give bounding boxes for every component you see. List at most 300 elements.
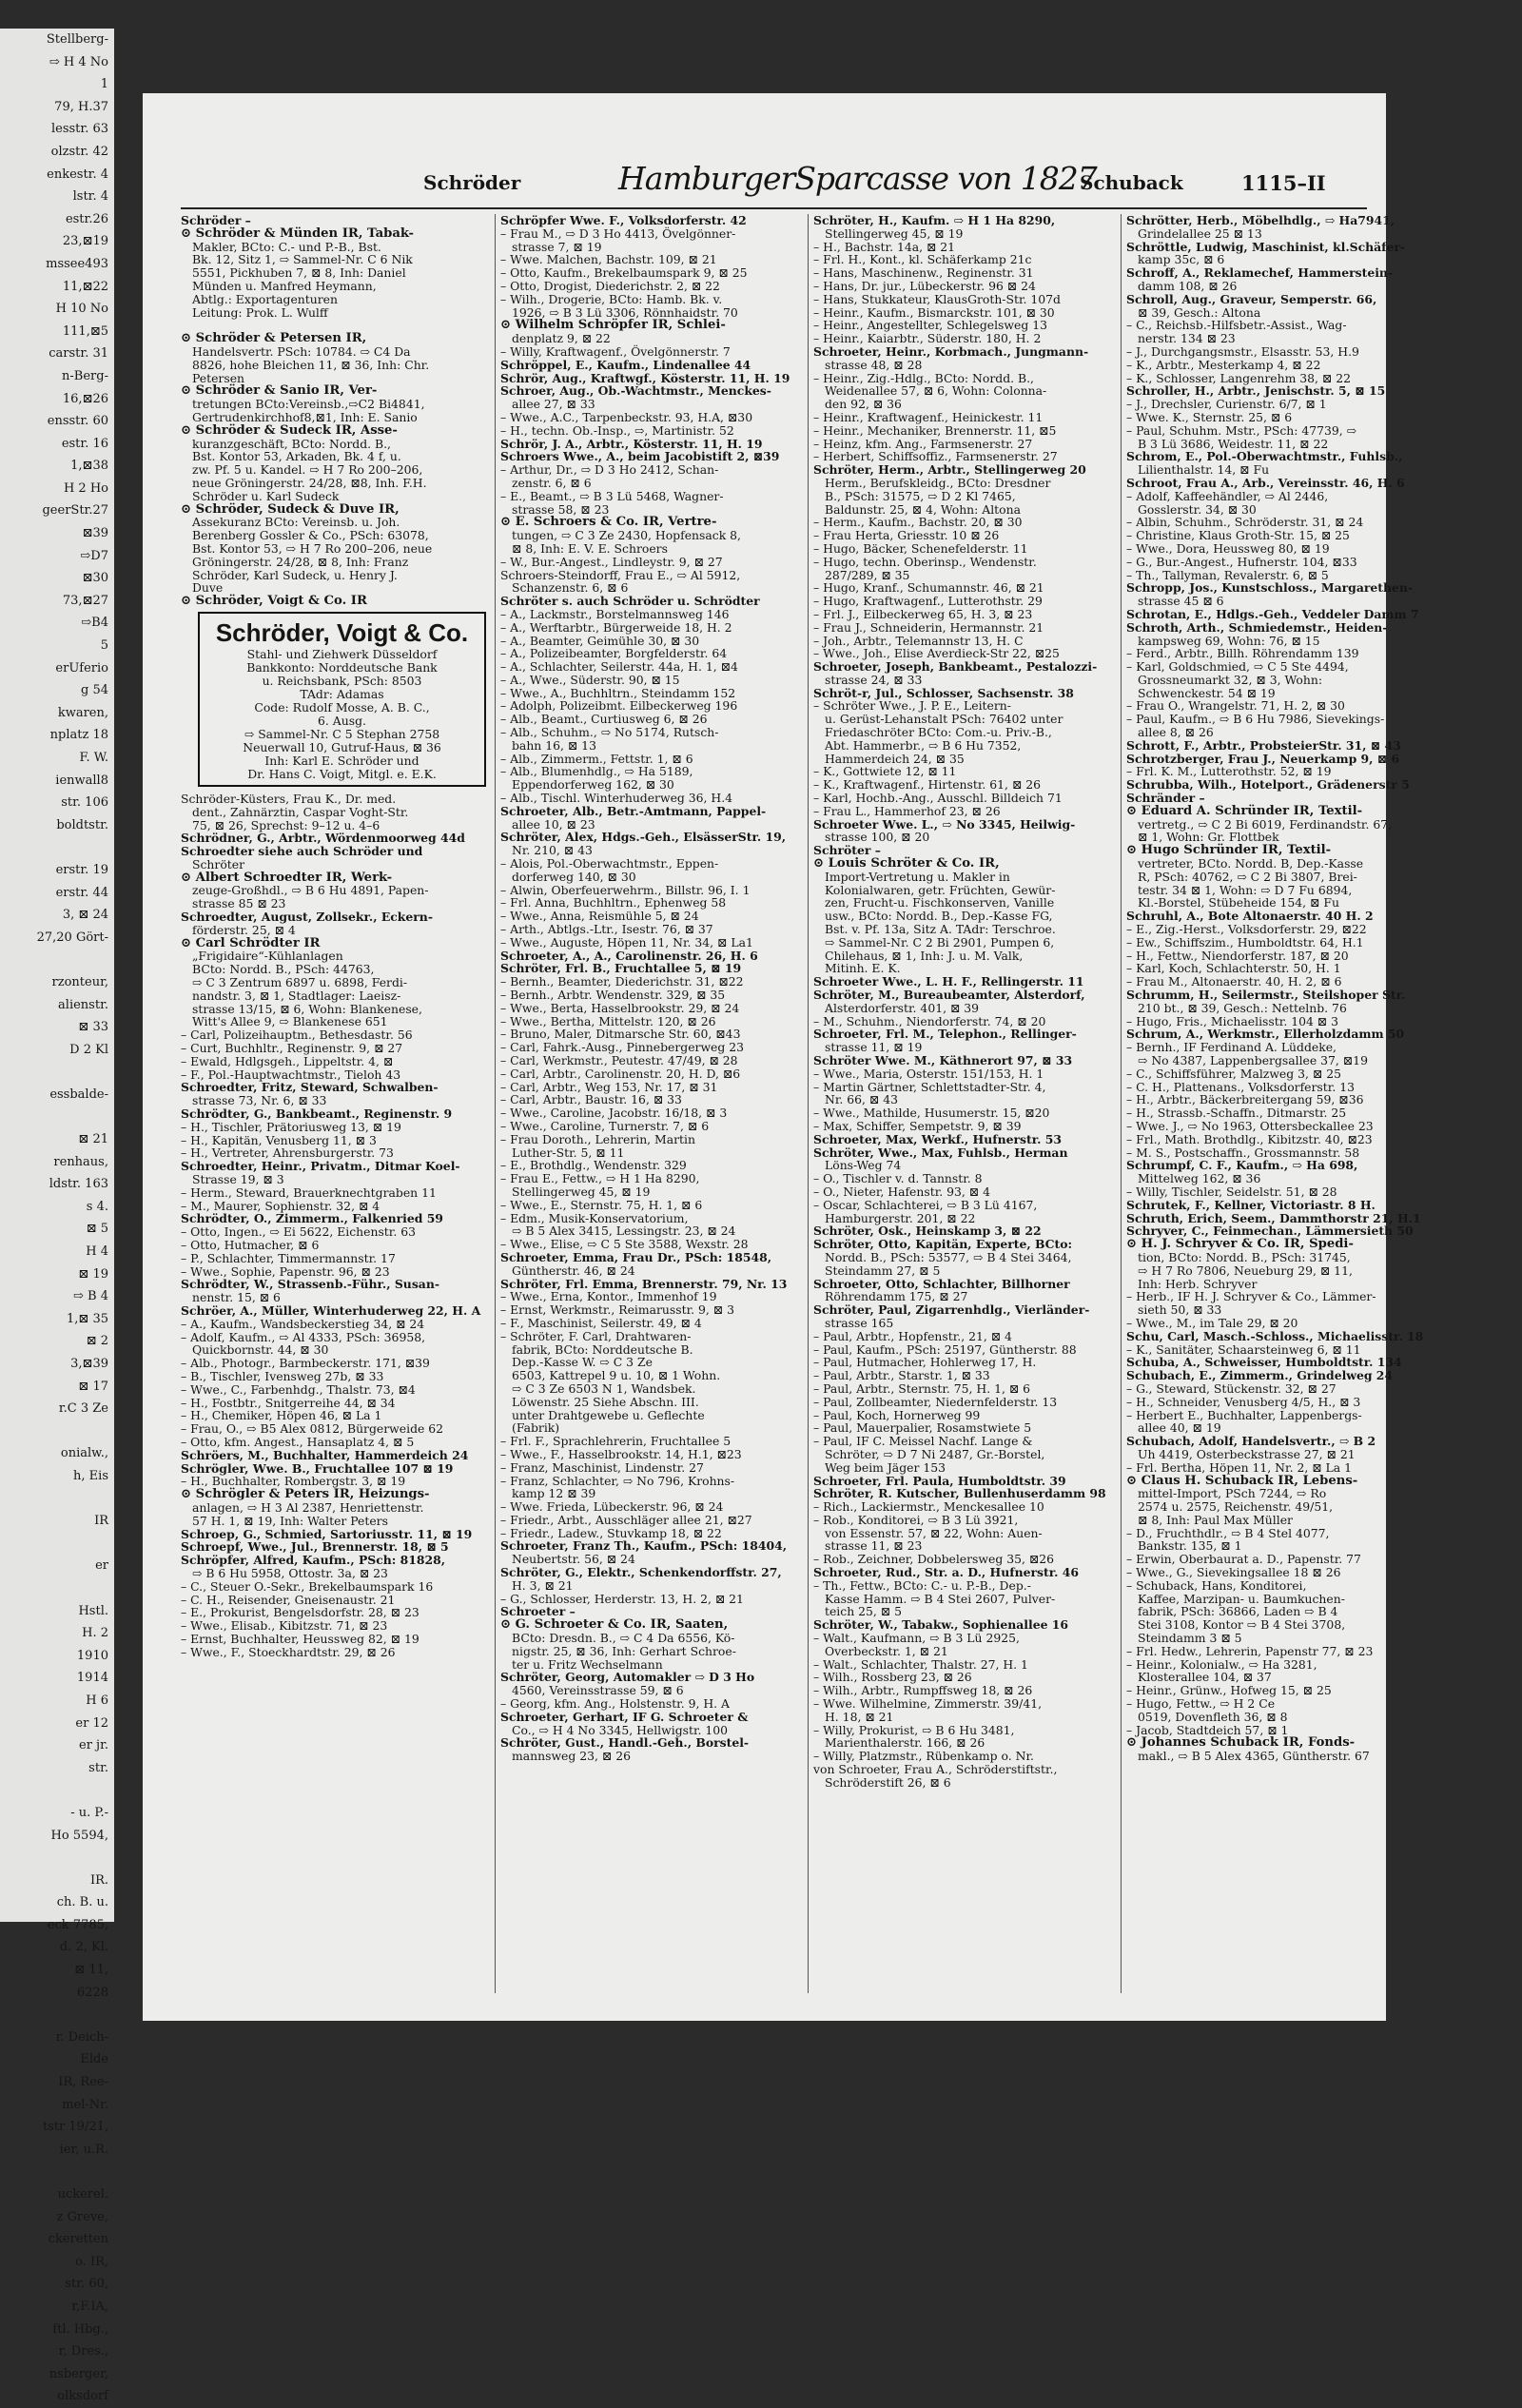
previous-page-fragment: nsberger, <box>49 2366 108 2381</box>
directory-entry-line: – Frau L., Hammerhof 23, ⊠ 26 <box>813 803 1001 818</box>
directory-entry-line: Schröter – <box>813 843 881 858</box>
directory-entry-line: – Carl, Arbtr., Baustr. 16, ⊠ 33 <box>500 1092 682 1107</box>
previous-page-fragment: kwaren, <box>57 705 108 720</box>
directory-entry-line: Schröttle, Ludwig, Maschinist, kl.Schäfer- <box>1126 239 1406 254</box>
directory-entry-line: Kasse Hamm. ⇨ B 4 Stei 2607, Pulver- <box>825 1591 1056 1606</box>
directory-entry-line: tretungen BCto:Vereinsb.,⇨C2 Bi4841, <box>192 397 425 412</box>
directory-entry-line: Klosterallee 104, ⊠ 37 <box>1138 1670 1272 1685</box>
directory-entry-line: Steindamm 3 ⊠ 5 <box>1138 1631 1242 1646</box>
directory-entry-line: Baldunstr. 25, ⊠ 4, Wohn: Altona <box>825 501 1021 517</box>
directory-entry-line: – Wwe. Malchen, Bachstr. 109, ⊠ 21 <box>500 252 717 267</box>
advertisement-line: Stahl- und Ziehwerk Düsseldorf <box>246 646 438 661</box>
directory-entry-line: ter u. Fritz Wechselmann <box>512 1656 663 1672</box>
directory-entry-line: H. 18, ⊠ 21 <box>825 1709 894 1724</box>
directory-entry-line: unter Drahtgewebe u. Geflechte <box>512 1407 705 1422</box>
directory-entry-line: neue Gröningerstr. 24/28, ⊠8, Inh. F.H. <box>192 475 427 490</box>
previous-page-fragment: lstr. 4 <box>72 189 108 205</box>
directory-entry-line: – A., Wwe., Süderstr. 90, ⊠ 15 <box>500 672 680 687</box>
previous-page-fragment: estr. 16 <box>61 436 108 451</box>
directory-entry-line: – Frl. Hedw., Lehrerin, Papenstr 77, ⊠ 23 <box>1126 1643 1374 1658</box>
directory-entry-line: – Wwe., Elise, ⇨ C 5 Ste 3588, Wexstr. 28 <box>500 1237 749 1252</box>
directory-entry-line: Schröter, Frl. B., Fruchtallee 5, ⊠ 19 <box>500 961 742 976</box>
directory-entry-line: mannsweg 23, ⊠ 26 <box>512 1749 631 1764</box>
directory-entry-line: – Paul, Arbtr., Sternstr. 75, H. 1, ⊠ 6 <box>813 1380 1031 1396</box>
directory-entry-line: – Heinr., Kaufm., Bismarckstr. 101, ⊠ 30 <box>813 304 1055 320</box>
directory-entry-line: Schröter, M., Bureaubeamter, Alsterdorf, <box>813 988 1085 1003</box>
previous-page-fragment: Stellberg- <box>46 32 108 47</box>
directory-entry-line: Schrötter, Herb., Möbelhdlg., ⇨ Ha7941, <box>1126 213 1395 227</box>
directory-entry-line: – Heinr., Zig.-Hdlg., BCto: Nordd. B., <box>813 370 1034 385</box>
directory-entry-line: Schroeter, Frl. Paula, Humboldtstr. 39 <box>813 1473 1066 1488</box>
directory-entry-line: strasse 11, ⊠ 23 <box>825 1538 923 1554</box>
directory-entry-line: – Wwe., Berta, Hasselbrookstr. 29, ⊠ 24 <box>500 1000 740 1015</box>
directory-entry-line: Schröter, ⇨ D 7 Ni 2487, Gr.-Borstel, <box>825 1446 1045 1461</box>
directory-entry-line: – Wwe., Anna, Reismühle 5, ⊠ 24 <box>500 909 699 924</box>
column-4 <box>1126 213 1424 2003</box>
previous-page-fragment: s 4. <box>86 1199 108 1214</box>
directory-entry-line: – H., techn. Ob.-Insp., ⇨, Martinistr. 52 <box>500 422 734 438</box>
directory-entry-line: ⇨ B 5 Alex 3415, Lessingstr. 23, ⊠ 24 <box>512 1224 736 1239</box>
directory-entry-line: strasse 85 ⊠ 23 <box>192 896 286 911</box>
directory-entry-line: Schröers, M., Buchhalter, Hammerdeich 24 <box>181 1447 469 1462</box>
directory-entry-line: Schröer, A., Müller, Winterhuderweg 22, H. A <box>181 1302 481 1318</box>
previous-page-fragment: ⇨ H 4 No <box>49 54 108 69</box>
directory-entry-line: Handelsvertr. PSch: 10784. ⇨ C4 Da <box>192 343 411 359</box>
directory-entry-line: ⊙ Louis Schröter & Co. IR, <box>813 856 1000 871</box>
previous-page-fragment: uckerel. <box>57 2187 108 2202</box>
directory-entry-line: ⊙ Wilhelm Schröpfer IR, Schlei- <box>500 318 726 333</box>
column-3 <box>813 214 1116 2003</box>
directory-entry-line: – Rob., Konditorei, ⇨ B 3 Lü 3921, <box>813 1512 1019 1527</box>
directory-entry-line: Schruth, Erich, Seem., Dammthorstr 21, H.1 <box>1126 1210 1421 1225</box>
directory-entry-line: – Wwe., A., Buchhltrn., Steindamm 152 <box>500 685 736 700</box>
directory-entry-line: – Albin, Schuhm., Schröderstr. 31, ⊠ 24 <box>1126 515 1364 530</box>
advertisement-line: 6. Ausg. <box>318 713 366 728</box>
previous-page-fragment: ⊠ 11, <box>74 1963 108 1978</box>
directory-entry-line: strasse 73, Nr. 6, ⊠ 33 <box>192 1093 327 1108</box>
column-2 <box>500 214 803 2003</box>
previous-page-fragment: 27,20 Gört- <box>36 930 108 945</box>
directory-entry-line: – Wwe., Sophie, Papenstr. 96, ⊠ 23 <box>181 1263 390 1279</box>
directory-entry-line: nandstr. 3, ⊠ 1, Stadtlager: Laeisz- <box>192 988 401 1003</box>
previous-page-fragment: 6228 <box>76 1985 108 2000</box>
directory-entry-line: – Heinr., Kaiarbtr., Süderstr. 180, H. 2 <box>813 331 1042 346</box>
directory-entry-line: – Ewald, Hdlgsgeh., Lippeltstr. 4, ⊠ <box>181 1053 394 1068</box>
previous-page-fragment: geerStr.27 <box>42 503 108 519</box>
previous-page-fragment: H 10 No <box>55 302 108 317</box>
directory-entry-line: – Frl. H., Kont., kl. Schäferkamp 21c <box>813 252 1032 267</box>
previous-page-fragment: d. 2, Kl. <box>59 1940 108 1955</box>
directory-entry-line: Schroeter, Max, Werkf., Hufnerstr. 53 <box>813 1131 1062 1146</box>
directory-entry-line: – Wwe., Maria, Osterstr. 151/153, H. 1 <box>813 1066 1044 1081</box>
directory-entry-line: ⊙ Hugo Schründer IR, Textil- <box>1126 843 1332 858</box>
directory-entry-line: Schanzenstr. 6, ⊠ 6 <box>512 580 629 596</box>
previous-page-fragment: ⊠ 17 <box>78 1379 108 1394</box>
directory-entry-line: – K., Gottwiete 12, ⊠ 11 <box>813 764 957 779</box>
directory-entry-line: – Georg, kfm. Ang., Holstenstr. 9, H. A <box>500 1696 730 1712</box>
previous-page-fragment: 16,⊠26 <box>62 391 108 406</box>
directory-entry-line: B., PSch: 31575, ⇨ D 2 Kl 7465, <box>825 488 1016 503</box>
directory-entry-line: – Ew., Schiffszim., Humboldtstr. 64, H.1 <box>1126 934 1364 949</box>
previous-page-fragment: IR <box>94 1514 108 1529</box>
previous-page-fragment: F. W. <box>79 751 108 765</box>
directory-entry-line: Herm., Berufskleidg., BCto: Dresdner <box>825 475 1051 490</box>
sparcasse-logo: HamburgerSparcasse von 1827 <box>618 160 1097 197</box>
directory-entry-line: – Otto, Kaufm., Brekelbaumspark 9, ⊠ 25 <box>500 265 748 281</box>
directory-entry-line: 2574 u. 2575, Reichenstr. 49/51, <box>1138 1499 1334 1515</box>
directory-entry-line: Bst. Kontor 53, Arkaden, Bk. 4 f, u. <box>192 449 401 464</box>
header-rule <box>181 207 1367 209</box>
directory-entry-line: – Hans, Dr. jur., Lübeckerstr. 96 ⊠ 24 <box>813 278 1036 293</box>
directory-entry-line: fabrik, PSch: 36866, Laden ⇨ B 4 <box>1138 1604 1338 1619</box>
previous-page-fragment: er jr. <box>79 1738 108 1753</box>
previous-page-fragment: ch. B. u. <box>56 1895 108 1910</box>
previous-page-fragment <box>0 2161 114 2183</box>
directory-entry-line: Schroeter, Frl. M., Telephon., Rellinger- <box>813 1027 1077 1042</box>
directory-entry-line: Makler, BCto: C.- und P.-B., Bst. <box>192 239 381 254</box>
directory-entry-line: – Wwe., Mathilde, Husumerstr. 15, ⊠20 <box>813 1106 1050 1121</box>
directory-entry-line: – Ernst, Buchhalter, Heussweg 82, ⊠ 19 <box>181 1631 420 1646</box>
directory-entry-line: BCto: Nordd. B., PSch: 44763, <box>192 962 375 977</box>
directory-entry-line: – Karl, Koch, Schlachterstr. 50, H. 1 <box>1126 961 1341 976</box>
directory-entry-line: Petersen <box>192 370 245 385</box>
directory-entry-line: ⊙ Johannes Schuback IR, Fonds- <box>1126 1735 1356 1751</box>
directory-entry-line: fabrik, BCto: Norddeutsche B. <box>512 1341 693 1357</box>
column-divider <box>495 214 496 1993</box>
directory-entry-line: anlagen, ⇨ H 3 Al 2387, Henriettenstr. <box>192 1499 424 1515</box>
directory-entry-line: Schroeter, Otto, Schlachter, Billhorner <box>813 1276 1070 1291</box>
directory-entry-line: Kl.-Borstel, Stübeheide 154, ⊠ Fu <box>1138 895 1339 910</box>
previous-page-fragment: enkestr. 4 <box>47 166 108 182</box>
directory-entry-line: Schruhl, A., Bote Altonaerstr. 40 H. 2 <box>1126 909 1374 924</box>
directory-entry-line: Schröder – <box>181 213 251 227</box>
directory-entry-line: sieth 50, ⊠ 33 <box>1138 1302 1222 1318</box>
directory-entry-line: ⇨ C 3 Zentrum 6897 u. 6898, Ferdi- <box>192 975 408 990</box>
directory-entry-line: Schröpfer, Alfred, Kaufm., PSch: 81828, <box>181 1553 446 1568</box>
directory-entry-line: – Frau J., Schneiderin, Hermannstr. 21 <box>813 619 1044 635</box>
directory-entry-line: Schroedter siehe auch Schröder und <box>181 844 423 859</box>
directory-entry-line: Chilehaus, ⊠ 1, Inh: J. u. M. Valk, <box>825 948 1024 963</box>
directory-entry-line: – Karl, Hochb.-Ang., Ausschl. Billdeich 71 <box>813 791 1063 806</box>
directory-entry-line: Gröningerstr. 24/28, ⊠ 8, Inh: Franz <box>192 554 409 569</box>
previous-page-fragment: str. 60, <box>65 2277 108 2292</box>
directory-entry-line: – Frau M., Altonaerstr. 40, H. 2, ⊠ 6 <box>1126 974 1342 989</box>
directory-entry-line: ⊙ Claus H. Schuback IR, Lebens- <box>1126 1473 1358 1488</box>
directory-entry-line: Schroeter, Heinr., Korbmach., Jungmann- <box>813 343 1089 359</box>
directory-entry-line: – Paul, Schuhm. Mstr., PSch: 47739, ⇨ <box>1126 422 1357 438</box>
directory-entry-line: – Hugo, techn. Oberinsp., Wendenstr. <box>813 554 1037 569</box>
directory-entry-line: tion, BCto: Nordd. B., PSch: 31745, <box>1138 1249 1351 1264</box>
directory-entry-line: strasse 11, ⊠ 19 <box>825 1040 923 1055</box>
directory-entry-line: Schroth, Arth., Schmiedemstr., Heiden- <box>1126 619 1388 635</box>
directory-entry-line: u. Gerüst-Lehanstalt PSch: 76402 unter <box>825 712 1063 727</box>
directory-entry-line: – A., Lackmstr., Borstelmannsweg 146 <box>500 606 730 621</box>
directory-entry-line: – Carl, Arbtr., Weg 153, Nr. 17, ⊠ 31 <box>500 1079 718 1094</box>
previous-page-fragment: ⊠30 <box>82 571 108 586</box>
directory-entry-line: Marienthalerstr. 166, ⊠ 26 <box>825 1735 985 1751</box>
directory-entry-line: – Joh., Arbtr., Telemannstr 13, H. C <box>813 633 1024 648</box>
directory-entry-line: – Wilh., Drogerie, BCto: Hamb. Bk. v. <box>500 291 723 306</box>
previous-page-fragment: ⊠ 5 <box>86 1222 108 1237</box>
directory-entry-line: – B., Tischler, Ivensweg 27b, ⊠ 33 <box>181 1368 384 1383</box>
directory-entry-line: – Th., Fettw., BCto: C.- u. P.-B., Dep.- <box>813 1577 1031 1593</box>
previous-page-fragment: 79, H.37 <box>54 99 108 114</box>
directory-entry-line: Uh 4419, Osterbeckstrasse 27, ⊠ 21 <box>1138 1446 1356 1461</box>
directory-entry-line: Schröder, Karl Sudeck, u. Henry J. <box>192 567 398 582</box>
directory-entry-line: – O., Tischler v. d. Tannstr. 8 <box>813 1171 983 1186</box>
directory-entry-line: – Ernst, Werkmstr., Reimarusstr. 9, ⊠ 3 <box>500 1302 735 1318</box>
directory-entry-line: Schroeter, Emma, Frau Dr., PSch: 18548, <box>500 1249 772 1264</box>
directory-entry-line: Schrubba, Wilh., Hotelport., Grädenerstr 5 <box>1126 777 1410 793</box>
directory-entry-line: – Herb., IF H. J. Schryver & Co., Lämmer- <box>1126 1289 1376 1304</box>
directory-entry-line: – H., Fostbtr., Snitgerreihe 44, ⊠ 34 <box>181 1395 396 1410</box>
directory-entry-line: – E., Brothdlg., Wendenstr. 329 <box>500 1158 687 1173</box>
directory-entry-line: – F., Maschinist, Seilerstr. 49, ⊠ 4 <box>500 1315 702 1330</box>
previous-page-fragment: 1,⊠ 35 <box>67 1311 108 1326</box>
previous-page-fragment <box>0 1106 114 1129</box>
directory-entry-line: 75, ⊠ 26, Sprechst: 9–12 u. 4–6 <box>192 817 380 832</box>
previous-page-fragment: rzonteur, <box>51 974 108 989</box>
directory-entry-line: Lilienthalstr. 14, ⊠ Fu <box>1138 462 1270 478</box>
directory-entry-line: Gertrudenkirchhof8,⊠1, Inh: E. Sanio <box>192 409 418 424</box>
directory-entry-line: – Hugo, Bäcker, Schenefelderstr. 11 <box>813 540 1028 556</box>
directory-entry-line: – Carl, Werkmstr., Peutestr. 47/49, ⊠ 28 <box>500 1053 738 1067</box>
directory-entry-line: strasse 7, ⊠ 19 <box>512 239 602 254</box>
directory-entry-line: – Bruno, Maler, Ditmarsche Str. 60, ⊠43 <box>500 1027 741 1042</box>
directory-entry-line: Inh: Herb. Schryver <box>1138 1276 1258 1291</box>
previous-page-fragment: ⊠39 <box>82 526 108 541</box>
directory-entry-line: – H., Schneider, Venusberg 4/5, H., ⊠ 3 <box>1126 1394 1361 1409</box>
directory-entry-line <box>181 319 490 332</box>
directory-entry-line: den 92, ⊠ 36 <box>825 397 902 412</box>
directory-entry-line: – Frl. K. M., Lutterothstr. 52, ⊠ 19 <box>1126 764 1332 779</box>
directory-entry-line: – Paul, Kaufm., PSch: 25197, Güntherstr. 88 <box>813 1341 1077 1357</box>
directory-entry-line: ⊙ H. J. Schryver & Co. IR, Spedi- <box>1126 1237 1354 1252</box>
previous-page-fragment: ier, u.R. <box>59 2142 108 2157</box>
directory-entry-line: – Walt., Kaufmann, ⇨ B 3 Lü 2925, <box>813 1631 1020 1646</box>
directory-entry-line: ⇨ B 6 Hu 5958, Ottostr. 3a, ⊠ 23 <box>192 1565 388 1580</box>
directory-entry-line: – Hugo, Fettw., ⇨ H 2 Ce <box>1126 1696 1276 1712</box>
directory-entry-line: Grindelallee 25 ⊠ 13 <box>1138 225 1262 241</box>
previous-page-fragment: olzstr. 42 <box>50 144 108 159</box>
directory-entry-line: zen, Frucht-u. Fischkonserven, Vanille <box>825 895 1055 910</box>
directory-entry-line: – Wwe., A.C., Tarpenbeckstr. 93, H.A, ⊠30 <box>500 409 753 424</box>
previous-page-fragment: renhaus, <box>53 1154 108 1169</box>
directory-entry-line: – Wwe., E., Sternstr. 75, H. 1, ⊠ 6 <box>500 1197 703 1212</box>
directory-entry-line: kuranzgeschäft, BCto: Nordd. B., <box>192 436 391 451</box>
directory-entry-line: strasse 165 <box>825 1315 894 1330</box>
directory-entry-line: – A., Schlachter, Seilerstr. 44a, H. 1, ⊠4 <box>500 659 738 675</box>
directory-entry-line: – G., Steward, Stückenstr. 32, ⊠ 27 <box>1126 1380 1337 1396</box>
previous-page-fragment <box>0 1577 114 1600</box>
directory-entry-line: Schrumpf, C. F., Kaufm., ⇨ Ha 698, <box>1126 1158 1358 1173</box>
directory-entry-line: testr. 34 ⊠ 1, Wohn: ⇨ D 7 Fu 6894, <box>1138 882 1353 897</box>
directory-entry-line: 4560, Vereinsstrasse 59, ⊠ 6 <box>512 1683 684 1698</box>
directory-entry-line: Schröter s. auch Schröder u. Schrödter <box>500 594 760 609</box>
advertisement-line: Bankkonto: Norddeutsche Bank <box>246 659 438 675</box>
directory-entry-line: ⊙ Schröder, Voigt & Co. IR <box>181 594 367 609</box>
directory-entry-line: Schröter, Gust., Handl.-Geh., Borstel- <box>500 1735 750 1751</box>
directory-entry-line: – Wwe., Bertha, Mittelstr. 120, ⊠ 26 <box>500 1013 716 1028</box>
previous-page-fragment: er 12 <box>75 1715 108 1731</box>
directory-entry-line: kamp 35c, ⊠ 6 <box>1138 252 1225 267</box>
directory-entry-line: – J., Durchgangsmstr., Elsasstr. 53, H.9 <box>1126 343 1359 359</box>
previous-page-fragment: IR. <box>89 1872 108 1888</box>
directory-entry-line: mittel-Import, PSch 7244, ⇨ Ro <box>1138 1486 1327 1501</box>
directory-entry-line: – Wwe., Dora, Heussweg 80, ⊠ 19 <box>1126 540 1330 556</box>
directory-entry-line: – Herm., Steward, Brauerknechtgraben 11 <box>181 1184 437 1200</box>
directory-entry-line: Nordd. B., PSch: 53577, ⇨ B 4 Stei 3464, <box>825 1249 1072 1264</box>
directory-entry-line: allee 27, ⊠ 33 <box>512 397 595 412</box>
previous-page-fragment: lesstr. 63 <box>50 122 108 137</box>
directory-entry-line: Bankstr. 135, ⊠ 1 <box>1138 1538 1242 1554</box>
directory-entry-line: Schrotzberger, Frau J., Neuerkamp 9, ⊠ 6 <box>1126 751 1400 766</box>
directory-entry-line: – Friedr., Ladew., Stuvkamp 18, ⊠ 22 <box>500 1525 722 1540</box>
directory-entry-line: – Hans, Stukkateur, KlausGroth-Str. 107d <box>813 291 1061 306</box>
directory-entry-line: damm 108, ⊠ 26 <box>1138 278 1238 293</box>
directory-entry-line: – D., Fruchthdlr., ⇨ B 4 Stel 4077, <box>1126 1525 1330 1540</box>
directory-entry-line: Schroep, G., Schmied, Sartoriusstr. 11, ⊠ 19 <box>181 1526 473 1541</box>
directory-entry-line: – H., Tischler, Prätoriusweg 13, ⊠ 19 <box>181 1119 401 1134</box>
previous-page-fragment: essbalde- <box>49 1087 108 1102</box>
previous-page-fragment: carstr. 31 <box>49 346 108 362</box>
previous-page-edge <box>0 29 114 2404</box>
previous-page-fragment <box>0 1488 114 1511</box>
directory-entry-line: Bst. Kontor 53, ⇨ H 7 Ro 200–206, neue <box>192 540 433 556</box>
directory-entry-line: H. 3, ⊠ 21 <box>512 1577 574 1593</box>
directory-entry-line: – Wwe., Elisab., Kibitzstr. 71, ⊠ 23 <box>181 1618 388 1634</box>
directory-entry-line: Schrör, J. A., Arbtr., Kösterstr. 11, H. 19 <box>500 436 763 451</box>
directory-entry-line: – Heinr., Mechaniker, Brennerstr. 11, ⊠5 <box>813 422 1057 438</box>
directory-entry-line: – Frau Herta, Griesstr. 10 ⊠ 26 <box>813 528 1000 543</box>
directory-entry-line: – K., Arbtr., Mesterkamp 4, ⊠ 22 <box>1126 357 1321 372</box>
directory-entry-line: Schroeter Wwe., L. H. F., Rellingerstr. 11 <box>813 974 1084 989</box>
directory-entry-line: Schrotan, E., Hdlgs.-Geh., Veddeler Damm 7 <box>1126 606 1419 621</box>
previous-page-fragment: mssee493 <box>46 256 108 271</box>
previous-page-fragment: h, Eis <box>73 1469 108 1483</box>
directory-entry-line: Schröter, Otto, Kapitän, Experte, BCto: <box>813 1237 1073 1252</box>
column-divider <box>1121 214 1122 1993</box>
directory-entry-line: – Franz, Schlachter, ⇨ No 796, Krohns- <box>500 1473 735 1488</box>
directory-entry-line: Schrögler, Wwe. B., Fruchtallee 107 ⊠ 19 <box>181 1460 454 1476</box>
directory-entry-line: Schroeter, A., A., Carolinenstr. 26, H. 6 <box>500 948 758 963</box>
directory-entry-line: – Arth., Abtlgs.-Ltr., Isestr. 76, ⊠ 37 <box>500 922 713 937</box>
directory-entry-line: strasse 13/15, ⊠ 6, Wohn: Blankenese, <box>192 1001 422 1016</box>
directory-entry-line: Schroeter Wwe. L., ⇨ No 3345, Heilwig- <box>813 816 1076 832</box>
previous-page-fragment: 23,⊠19 <box>62 234 108 249</box>
previous-page-fragment: g 54 <box>81 683 108 698</box>
directory-entry-line: Kaffee, Marzipan- u. Baumkuchen- <box>1138 1591 1345 1606</box>
directory-entry-line: – Wwe., Auguste, Höpen 11, Nr. 34, ⊠ La1 <box>500 934 753 949</box>
previous-page-fragment: str. 106 <box>61 795 108 811</box>
directory-entry-line: Schrör, Aug., Kraftwgf., Kösterstr. 11, H. 19 <box>500 370 790 385</box>
directory-entry-line: strasse 45 ⊠ 6 <box>1138 594 1224 609</box>
previous-page-fragment: o. IR, <box>75 2254 108 2269</box>
directory-entry-line: zenstr. 6, ⊠ 6 <box>512 475 592 490</box>
directory-entry-line: Kolonialwaren, getr. Früchten, Gewür- <box>825 882 1056 897</box>
directory-entry-line: Schröt-r, Jul., Schlosser, Sachsenstr. 38 <box>813 685 1074 700</box>
directory-entry-line: ⊠ 39, Gesch.: Altona <box>1138 304 1261 320</box>
directory-entry-line: ⊙ Schröder & Sudeck IR, Asse- <box>181 422 398 438</box>
directory-entry-line: – Alois, Pol.-Oberwachtmstr., Eppen- <box>500 856 719 871</box>
directory-entry-line: ⊙ E. Schroers & Co. IR, Vertre- <box>500 515 717 530</box>
previous-page-fragment: 3, ⊠ 24 <box>62 908 108 923</box>
directory-entry-line: – Curt, Buchhltr., Reginenstr. 9, ⊠ 27 <box>181 1041 403 1056</box>
directory-entry-line: – Max, Schiffer, Sempetstr. 9, ⊠ 39 <box>813 1118 1022 1133</box>
directory-entry-line: Schrum, A., Werkmstr., Ellerholzdamm 50 <box>1126 1027 1405 1042</box>
directory-entry-line: – Hans, Maschinenw., Reginenstr. 31 <box>813 265 1034 281</box>
directory-entry-line: – Herm., Kaufm., Bachstr. 20, ⊠ 30 <box>813 515 1023 530</box>
directory-entry-line: Weg beim Jäger 153 <box>825 1459 946 1475</box>
directory-entry-line: ⇨ C 3 Ze 6503 N 1, Wandsbek. <box>512 1380 696 1396</box>
directory-entry-line: – Hugo, Kraftwagenf., Lutterothstr. 29 <box>813 594 1043 609</box>
directory-entry-line: – Otto, Hutmacher, ⊠ 6 <box>181 1238 320 1252</box>
directory-entry-line: vertreter, BCto. Nordd. B, Dep.-Kasse <box>1138 856 1364 871</box>
directory-entry-line: – Carl, Fahrk.-Ausg., Pinnebergerweg 23 <box>500 1040 745 1055</box>
previous-page-fragment <box>0 1533 114 1556</box>
directory-entry-line: Schrödter, W., Strassenb.-Führ., Susan- <box>181 1277 439 1292</box>
directory-entry-line: – K., Schlosser, Langenrehm 38, ⊠ 22 <box>1126 370 1352 385</box>
previous-page-fragment: ⇨D7 <box>80 548 108 563</box>
previous-page-fragment: nplatz 18 <box>49 728 108 743</box>
directory-entry-line: – Walt., Schlachter, Thalstr. 27, H. 1 <box>813 1656 1028 1672</box>
directory-entry-line: – H., Vertreter, Ahrensburgerstr. 73 <box>181 1145 394 1161</box>
previous-page-fragment: r.C 3 Ze <box>58 1401 108 1417</box>
previous-page-fragment: tstr 19/21, <box>42 2120 108 2135</box>
directory-entry-line: zw. Pf. 5 u. Kandel. ⇨ H 7 Ro 200–206, <box>192 462 423 478</box>
directory-entry-line: nenstr. 15, ⊠ 6 <box>192 1290 281 1305</box>
directory-entry-line: – G., Schlosser, Herderstr. 13, H. 2, ⊠ 21 <box>500 1591 744 1606</box>
directory-entry-line: Nr. 66, ⊠ 43 <box>825 1092 899 1107</box>
directory-entry-line: vertretg., ⇨ C 2 Bi 6019, Ferdinandstr. 67, <box>1138 816 1393 832</box>
previous-page-fragment: ckeretten <box>48 2232 108 2247</box>
directory-entry-line: Schubach, E., Zimmerm., Grindelweg 24 <box>1126 1368 1394 1383</box>
directory-entry-line: BCto: Dresdn. B., ⇨ C 4 Da 6556, Kö- <box>512 1631 735 1646</box>
directory-entry-line: von Essenstr. 57, ⊠ 22, Wohn: Auen- <box>825 1525 1043 1540</box>
directory-entry-line: Schröppel, E., Kaufm., Lindenallee 44 <box>500 357 751 372</box>
directory-entry-line: Schuba, A., Schweisser, Humboldtstr. 134 <box>1126 1355 1402 1370</box>
directory-page <box>143 93 1424 2021</box>
previous-page-fragment: z Greve, <box>56 2209 108 2224</box>
directory-entry-line: – Wwe., Caroline, Jacobstr. 16/18, ⊠ 3 <box>500 1106 728 1121</box>
directory-entry-line: – Heinr., Grünw., Hofweg 15, ⊠ 25 <box>1126 1683 1332 1698</box>
directory-entry-line: – Frl., Math. Brothdlg., Kibitzstr. 40, ⊠23 <box>1126 1131 1373 1146</box>
directory-entry-line: – Schuback, Hans, Konditorei, <box>1126 1577 1307 1593</box>
previous-page-fragment: H 6 <box>86 1693 108 1708</box>
previous-page-fragment: 1914 <box>76 1671 108 1686</box>
directory-entry-line: – Heinz, kfm. Ang., Farmsenerstr. 27 <box>813 436 1033 451</box>
directory-entry-line: – A., Beamter, Geimühle 30, ⊠ 30 <box>500 633 700 648</box>
directory-entry-line: (Fabrik) <box>512 1420 560 1436</box>
directory-entry-line: 8826, hohe Bleichen 11, ⊠ 36, Inh: Chr. <box>192 357 430 372</box>
previous-page-fragment: - u. P.- <box>70 1805 108 1820</box>
directory-entry-line: ⊙ G. Schroeter & Co. IR, Saaten, <box>500 1617 729 1633</box>
directory-entry-line: von Schroeter, Frau A., Schröderstiftstr., <box>813 1762 1058 1777</box>
directory-entry-line: allee 40, ⊠ 19 <box>1138 1420 1221 1436</box>
directory-entry-line: Schröter <box>192 856 245 871</box>
directory-entry-line: ⇨ H 7 Ro 7806, Neueburg 29, ⊠ 11, <box>1138 1263 1353 1278</box>
directory-entry-line: Neubertstr. 56, ⊠ 24 <box>512 1552 635 1567</box>
directory-entry-line: – K., Sanitäter, Schaarsteinweg 6, ⊠ 11 <box>1126 1341 1361 1357</box>
directory-entry-line: – Paul, IF C. Meissel Nachf. Lange & <box>813 1434 1033 1449</box>
directory-entry-line: Hammerdeich 24, ⊠ 35 <box>825 751 965 766</box>
directory-entry-line: Stellingerweg 45, ⊠ 19 <box>825 225 964 241</box>
directory-entry-line: Schroeter, Rud., Str. a. D., Hufnerstr. 46 <box>813 1565 1079 1580</box>
previous-page-fragment: estr.26 <box>65 211 108 226</box>
directory-entry-line: – Ferd., Arbtr., Billh. Röhrendamm 139 <box>1126 646 1359 661</box>
directory-entry-line: – C., Schiffsführer, Malzweg 3, ⊠ 25 <box>1126 1066 1341 1081</box>
directory-entry-line: ⊠ 8, Inh: E. V. E. Schroers <box>512 540 668 556</box>
